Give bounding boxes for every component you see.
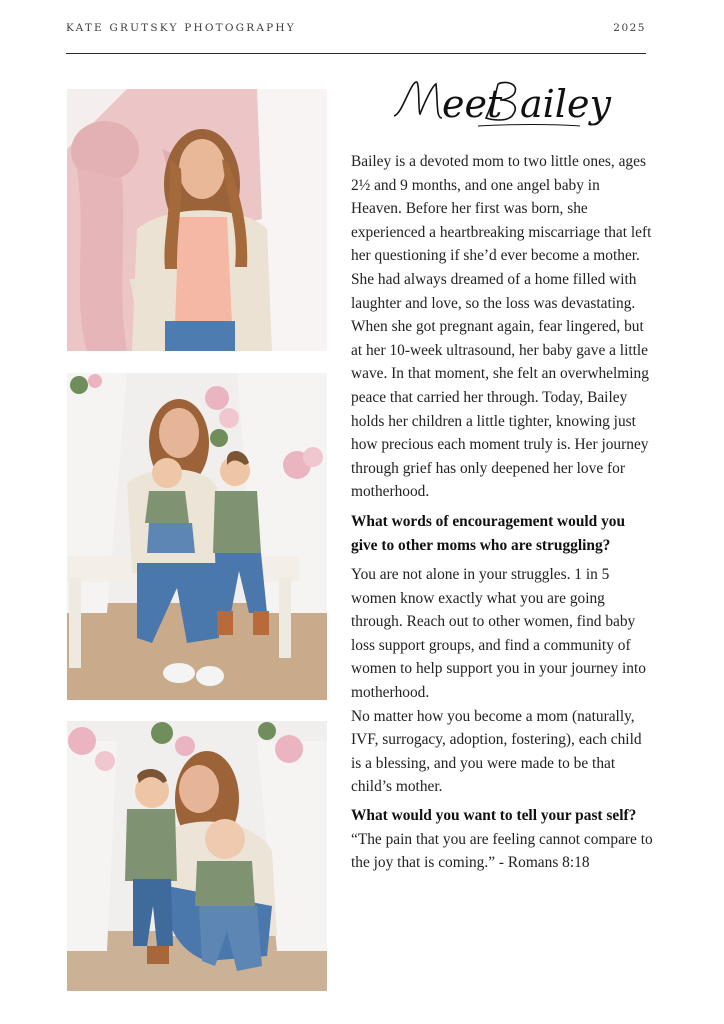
page-header (66, 22, 646, 38)
question-2: What would you want to tell your past self? (351, 807, 637, 825)
answer-1-part-2: No matter how you become a mom (naturally, IVF, surrogacy, adoption, fostering), each child is a blessing, and you were made to be that child’s mother. (351, 707, 642, 796)
answer-1-part-1: You are not alone in your struggles. 1 in 5 women know exactly what you are going through. Reach out to other women, find baby loss support groups, and find a community of women to help support you in your journey into motherhood. (351, 566, 646, 702)
answer-2: “The pain that you are feeling cannot compare to the joy that is coming.” - Romans 8:18 (351, 830, 653, 872)
svg-text:ailey: ailey (520, 82, 611, 126)
story-paragraph-1: Bailey is a devoted mom to two little ones, ages 2½ and 9 months, and one angel baby in Heaven. Before her first was born, she experienced a heartbreaking miscarriage that left her questioning if she’d ever become a mother. She had always dreamed of a home filled with laughter and love, so the loss was devastating. (351, 153, 652, 312)
story-column (351, 150, 653, 875)
photo-bailey-portrait (67, 89, 327, 351)
question-1: What words of encouragement would you give to other moms who are struggling? (351, 512, 626, 554)
page-year: 2025 (613, 22, 646, 34)
title-text: Meet Bailey (680, 114, 687, 115)
photo-family-kiss (67, 721, 327, 991)
script-title (380, 74, 687, 134)
photo-family-bench (67, 373, 327, 700)
story-paragraph-2: When she got pregnant again, fear lingered, but at her 10-week ultrasound, her baby gave a little wave. In that moment, she felt an overwhelming peace that carried her through. Today, Bailey holds her children a little tighter, knowing just how precious each moment truly is. Her journey through grief has only deepened her love for motherhood. (351, 318, 649, 501)
brand-name: KATE GRUTSKY PHOTOGRAPHY (66, 22, 296, 34)
svg-text:eet: eet (442, 82, 503, 126)
header-divider (66, 53, 646, 54)
